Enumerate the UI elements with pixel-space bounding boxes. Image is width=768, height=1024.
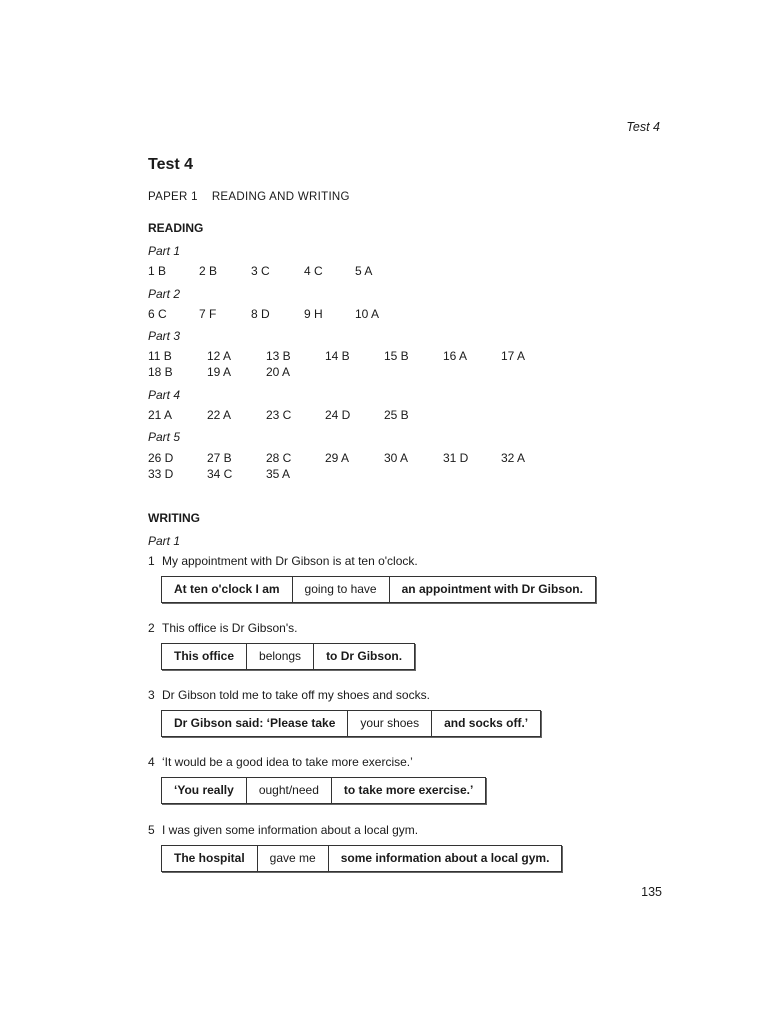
answer-item: 29 A — [325, 451, 350, 465]
answer-item: 35 A — [266, 467, 291, 481]
answer-item: 7 F — [199, 307, 217, 321]
answer-item: 8 D — [251, 307, 270, 321]
answer-item: 24 D — [325, 408, 351, 422]
answer-box — [161, 777, 486, 804]
paper-name: READING AND WRITING — [211, 191, 350, 203]
answer-cell-start: The hospital — [174, 851, 245, 865]
question — [148, 755, 413, 769]
answer-item: 11 B — [148, 349, 172, 363]
answer-item: 31 D — [443, 451, 469, 465]
answer-cell-end: an appointment with Dr Gibson. — [389, 577, 595, 602]
answer-item: 3 C — [251, 264, 270, 278]
question-number: 5 — [148, 823, 155, 837]
answer-cell-start: Dr Gibson said: ‘Please take — [174, 716, 336, 730]
answer-item: 17 A — [501, 349, 526, 363]
answer-cell-end: to take more exercise.’ — [331, 778, 485, 803]
reading-part-label: Part 1 — [148, 244, 181, 258]
answer-cell-end: to Dr Gibson. — [313, 644, 414, 669]
answer-item: 28 C — [266, 451, 292, 465]
answer-item: 27 B — [207, 451, 232, 465]
paper-number: PAPER 1 — [148, 191, 198, 203]
question-number: 3 — [148, 688, 155, 702]
answer-item: 10 A — [355, 307, 380, 321]
answer-item: 21 A — [148, 408, 173, 422]
writing-part-label: Part 1 — [148, 534, 181, 548]
question-number: 2 — [148, 621, 155, 635]
answer-item: 9 H — [304, 307, 323, 321]
answer-item: 13 B — [266, 349, 291, 363]
answer-item: 34 C — [207, 467, 233, 481]
answer-box — [161, 710, 541, 737]
question-text: ‘It would be a good idea to take more exercise.’ — [162, 755, 413, 769]
answer-cell-start: At ten o'clock I am — [174, 582, 280, 596]
answer-item: 22 A — [207, 408, 232, 422]
answer-cell-end: and socks off.’ — [431, 711, 540, 736]
answer-item: 20 A — [266, 365, 291, 379]
answer-item: 15 B — [384, 349, 409, 363]
answer-cell-key: belongs — [246, 644, 313, 669]
page-title: Test 4 — [148, 156, 194, 173]
reading-heading: READING — [148, 221, 204, 235]
answer-item: 4 C — [304, 264, 323, 278]
answer-item: 23 C — [266, 408, 292, 422]
page-number: 135 — [641, 885, 662, 899]
reading-part-label: Part 2 — [148, 287, 181, 301]
answer-item: 12 A — [207, 349, 232, 363]
answer-item: 2 B — [199, 264, 218, 278]
question-text: My appointment with Dr Gibson is at ten o'clock. — [162, 554, 418, 568]
question — [148, 554, 418, 568]
question — [148, 621, 297, 635]
question-number: 4 — [148, 755, 155, 769]
answer-item: 30 A — [384, 451, 409, 465]
question-text: Dr Gibson told me to take off my shoes and socks. — [162, 688, 430, 702]
question-text: This office is Dr Gibson's. — [162, 621, 298, 635]
reading-part-label: Part 3 — [148, 329, 181, 343]
answer-item: 19 A — [207, 365, 232, 379]
paper-title — [148, 191, 350, 203]
answer-cell-key: gave me — [257, 846, 328, 871]
answer-item: 5 A — [355, 264, 373, 278]
answer-cell-start: This office — [174, 649, 235, 663]
question — [148, 823, 418, 837]
answer-item: 1 B — [148, 264, 167, 278]
answer-item: 25 B — [384, 408, 409, 422]
answer-cell-start: ‘You really — [174, 783, 234, 797]
reading-part-label: Part 5 — [148, 430, 181, 444]
answer-cell-key: going to have — [292, 577, 389, 602]
answer-item: 16 A — [443, 349, 468, 363]
answer-box — [161, 643, 415, 670]
answer-item: 33 D — [148, 467, 174, 481]
question-number: 1 — [148, 554, 155, 568]
answer-box — [161, 576, 596, 603]
reading-part-label: Part 4 — [148, 388, 181, 402]
question — [148, 688, 430, 702]
answer-cell-end: some information about a local gym. — [328, 846, 562, 871]
answer-item: 32 A — [501, 451, 526, 465]
writing-heading: WRITING — [148, 511, 200, 525]
answer-item: 18 B — [148, 365, 173, 379]
answer-item: 26 D — [148, 451, 174, 465]
answer-item: 14 B — [325, 349, 350, 363]
answer-box — [161, 845, 562, 872]
question-text: I was given some information about a local gym. — [162, 823, 419, 837]
answer-cell-key: ought/need — [246, 778, 331, 803]
running-header: Test 4 — [626, 120, 660, 134]
answer-cell-key: your shoes — [347, 711, 431, 736]
answer-item: 6 C — [148, 307, 167, 321]
